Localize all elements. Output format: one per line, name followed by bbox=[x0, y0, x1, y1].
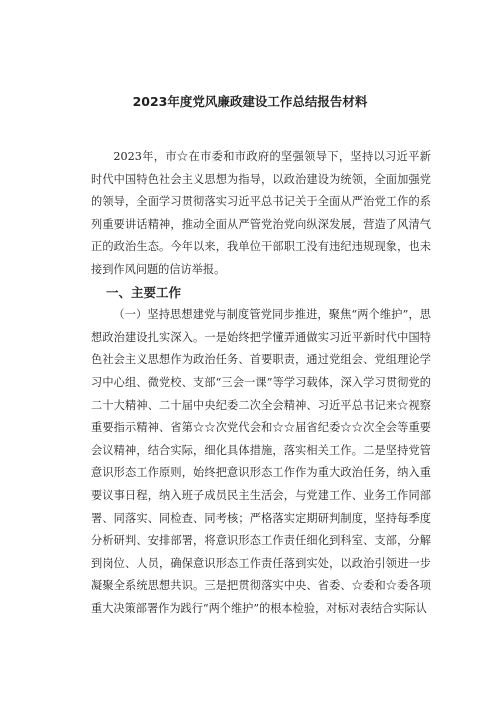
section-heading: 一、主要工作 bbox=[106, 284, 182, 300]
document-title: 2023年度党风廉政建设工作总结报告材料 bbox=[132, 94, 368, 109]
document-body bbox=[91, 146, 431, 620]
intro-paragraph: 2023年，市☆在市委和市政府的坚强领导下，坚持以习近平新时代中国特色社会主义思想为指导，以政治建设为统领，全面加强党的领导，全面学习贯彻落实习近平总书记关于全面从严治党工作的系列重要讲话精神，推动全面从严管党治党向纵深发展，营造了风清气正的政治生态。今年以来，我单位干部职工没有违纪违规现象，也未接到作风问题的信访举报。 bbox=[91, 150, 431, 276]
section-paragraph: （一）坚持思想建党与制度管党同步推进，聚焦“两个维护”，思想政治建设扎实深入。一是始终把学懂弄通做实习近平新时代中国特色社会主义思想作为政治任务、首要职责，通过党组会、党组理论学习中心组、微党校、支部“三会一课”等学习载体，深入学习贯彻党的二十大精神、二十届中央纪委二次全会精神、习近平总书记来☆视察重要指示精神、省第☆☆次党代会和☆☆届省纪委☆☆次全会等重要会议精神，结合实际，细化具体措施，落实相关工作。二是坚持党管意识形态工作原则，始终把意识形态工作作为重大政治任务，纳入重要议事日程，纳入班子成员民主生活会，与党建工作、业务工作同部署、同落实、同检查、同考核；严格落实定期研判制度，坚持每季度分析研判、安排部署，将意识形态工作责任细化到科室、支部，分解到岗位、人员，确保意识形态工作责任落到实处，以政治引领进一步凝聚全系统思想共识。三是把贯彻落实中央、省委、☆委和☆委各项重大决策部署作为践行“两个维护”的根本检验，对标对表结合实际认 bbox=[91, 308, 431, 615]
